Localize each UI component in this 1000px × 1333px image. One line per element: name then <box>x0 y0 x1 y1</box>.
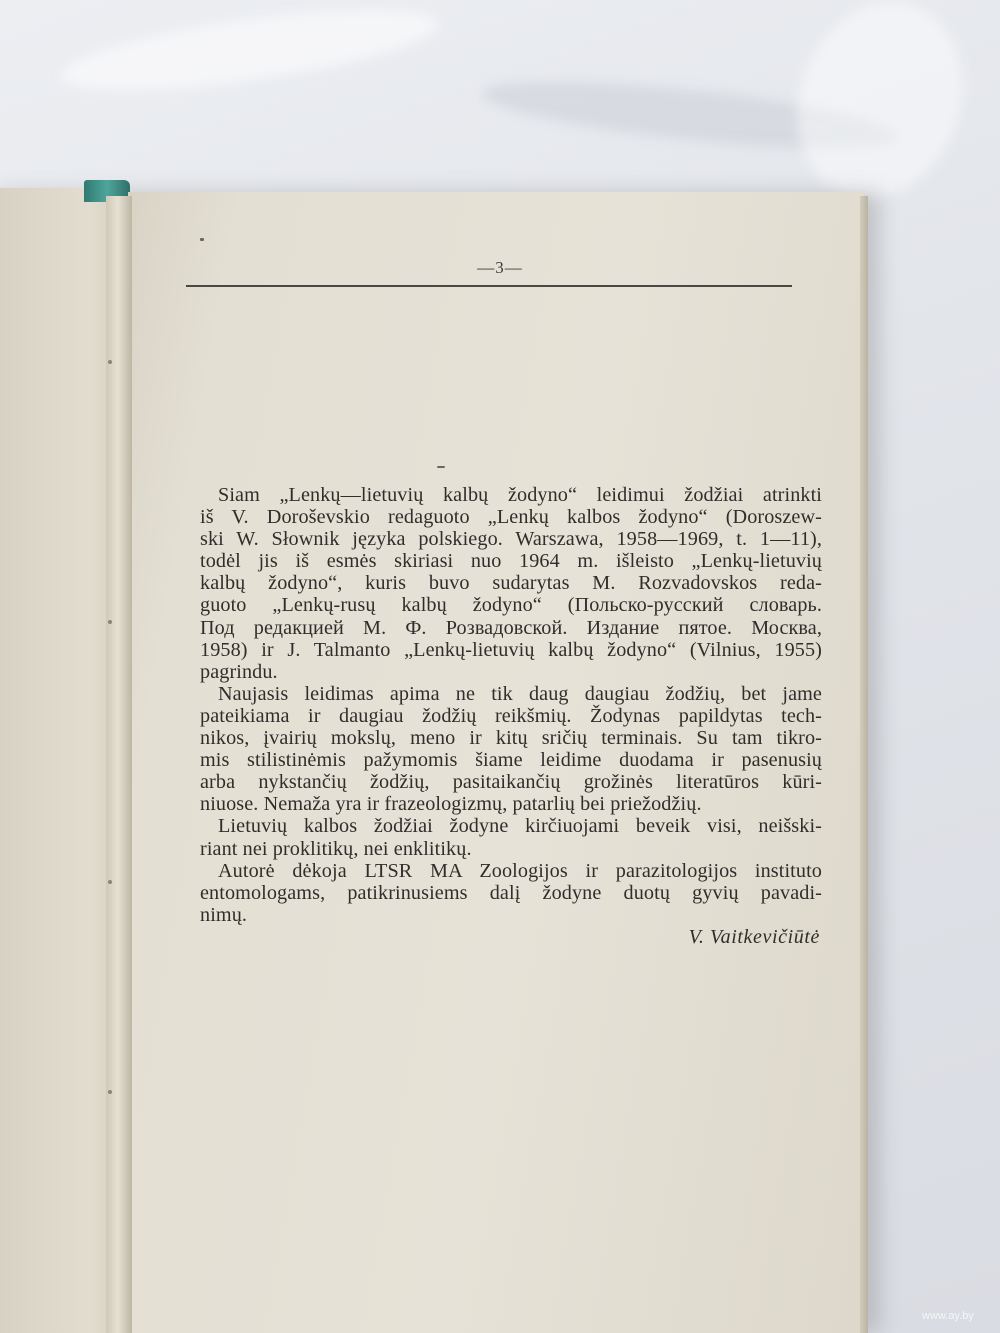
text-line: todėl jis iš esmės skiriasi nuo 1964 m. išleisto „Lenkų-lietuvių <box>200 550 822 573</box>
text-line: riant nei proklitikų, nei enklitikų. <box>200 837 472 860</box>
text-line: Под редакцией М. Ф. Розвадовской. Издание пятое. Москва, <box>200 616 822 639</box>
text-line: niuose. Nemaža yra ir frazeologizmų, patarlių bei priežodžių. <box>200 793 702 816</box>
paragraph <box>200 484 822 683</box>
fabric-fold <box>771 0 990 221</box>
page-number: —3— <box>477 258 523 277</box>
paragraph <box>200 860 822 926</box>
text-line: entomologams, patikrinusiems dalį žodyne duotų gyvių pavadi- <box>200 881 822 904</box>
print-speck <box>200 238 204 241</box>
paragraph <box>200 815 822 859</box>
header-rule <box>186 285 792 287</box>
text-line: pateikiama ir daugiau žodžių reikšmių. Žodynas papildytas tech- <box>200 704 822 727</box>
print-speck <box>437 466 445 468</box>
text-line: 1958) ir J. Talmanto „Lenkų-lietuvių kalbų žodyno“ (Vilnius, 1955) <box>200 638 822 661</box>
fabric-fold <box>58 0 443 106</box>
watermark: www.ay.by <box>922 1310 974 1322</box>
page-edge <box>860 196 868 1333</box>
paragraph <box>200 683 822 816</box>
author-signature: V. Vaitkevičiūtė <box>688 926 820 948</box>
binding-stitch <box>108 1090 112 1094</box>
text-line: kalbų žodyno“, kuris buvo sudarytas M. Rozvadovskos reda- <box>200 572 822 595</box>
text-line: Lietuvių kalbos žodžiai žodyne kirčiuojami beveik visi, neišski- <box>218 815 822 838</box>
text-line: Naujasis leidimas apima ne tik daug daugiau žodžių, bet jame <box>218 682 822 705</box>
text-line: ski W. Słownik języka polskiego. Warszawa, 1958—1969, t. 1—11), <box>200 528 822 551</box>
text-line: guoto „Lenkų-rusų kalbų žodyno“ (Польско-русский словарь. <box>200 594 822 617</box>
book-gutter <box>106 196 132 1333</box>
text-line: Autorė dėkoja LTSR MA Zoologijos ir parazitologijos instituto <box>218 859 822 882</box>
text-line: arba nykstančių žodžių, pasitaikančių grožinės literatūros kūri- <box>200 771 822 794</box>
text-line: Siam „Lenkų—lietuvių kalbų žodyno“ leidimui žodžiai atrinkti <box>218 484 822 506</box>
text-line: nikos, įvairių mokslų, meno ir kitų sričių terminais. Su tam tikro- <box>200 727 822 750</box>
text-line: nimų. <box>200 903 248 926</box>
text-line: mis stilistinėmis pažymomis šiame leidime duodama ir pasenusių <box>200 749 822 772</box>
text-line: iš V. Doroševskio redaguoto „Lenkų kalbos žodyno“ (Doroszew- <box>200 506 822 529</box>
binding-stitch <box>108 620 112 624</box>
text-line: pagrindu. <box>200 660 278 683</box>
binding-stitch <box>108 880 112 884</box>
binding-stitch <box>108 360 112 364</box>
preface-text <box>200 484 822 926</box>
